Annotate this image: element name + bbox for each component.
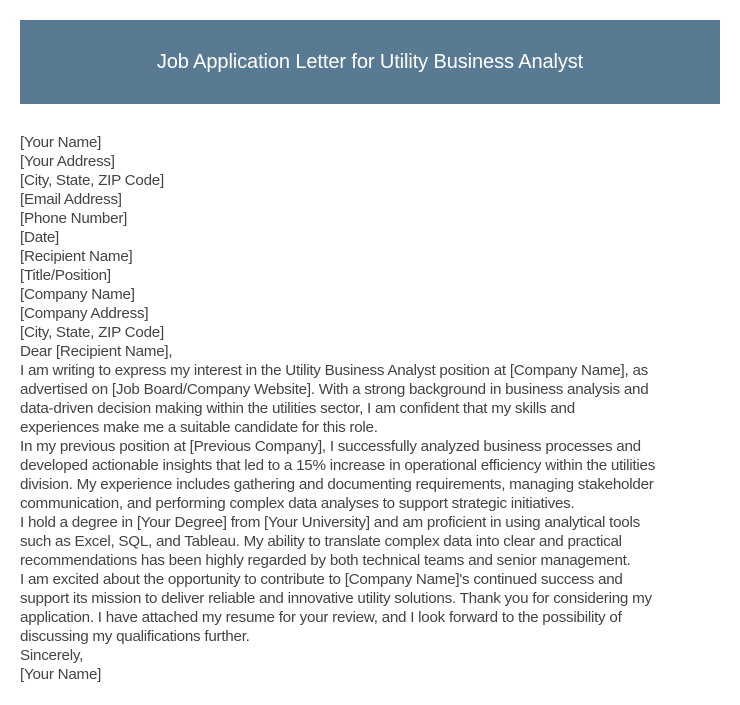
title-banner (20, 20, 720, 104)
paragraph-line: I am writing to express my interest in the Utility Business Analyst position at [Company Name], as (20, 362, 648, 379)
paragraph-line: data-driven decision making within the utilities sector, I am confident that my skills and (20, 400, 575, 417)
paragraph-line: developed actionable insights that led to a 15% increase in operational efficiency within the utilities (20, 457, 656, 474)
paragraph-line: division. My experience includes gathering and documenting requirements, managing stakeholder (20, 476, 654, 493)
paragraph-line: discussing my qualifications further. (20, 628, 250, 645)
letter-date: [Date] (20, 229, 60, 246)
sender-phone: [Phone Number] (20, 210, 128, 227)
page-title: Job Application Letter for Utility Business Analyst (156, 50, 584, 73)
paragraph-line: I hold a degree in [Your Degree] from [Your University] and am proficient in using analytical tools (20, 514, 640, 531)
sender-block (20, 133, 725, 228)
paragraph-line: advertised on [Job Board/Company Website]. With a strong background in business analysis and (20, 381, 649, 398)
recipient-company: [Company Name] (20, 286, 135, 303)
recipient-title: [Title/Position] (20, 267, 111, 284)
paragraph-education (20, 513, 725, 570)
sender-address: [Your Address] (20, 153, 115, 170)
recipient-block (20, 247, 725, 342)
signature: [Your Name] (20, 666, 102, 683)
sender-name: [Your Name] (20, 134, 102, 151)
paragraph-closing (20, 570, 725, 646)
sender-email: [Email Address] (20, 191, 122, 208)
closing: Sincerely, (20, 647, 84, 664)
paragraph-line: communication, and performing complex data analyses to support strategic initiatives. (20, 495, 575, 512)
recipient-name: [Recipient Name] (20, 248, 133, 265)
paragraph-line: In my previous position at [Previous Company], I successfully analyzed business processes and (20, 438, 641, 455)
letter-body (20, 133, 725, 684)
paragraph-line: experiences make me a suitable candidate for this role. (20, 419, 378, 436)
recipient-company-address: [Company Address] (20, 305, 149, 322)
paragraph-line: application. I have attached my resume for your review, and I look forward to the possibility of (20, 609, 622, 626)
recipient-city-state-zip: [City, State, ZIP Code] (20, 324, 164, 341)
sender-city-state-zip: [City, State, ZIP Code] (20, 172, 164, 189)
salutation: Dear [Recipient Name], (20, 343, 173, 360)
paragraph-intro (20, 361, 725, 437)
paragraph-line: recommendations has been highly regarded by both technical teams and senior management. (20, 552, 631, 569)
paragraph-line: such as Excel, SQL, and Tableau. My ability to translate complex data into clear and practical (20, 533, 622, 550)
paragraph-line: I am excited about the opportunity to contribute to [Company Name]'s continued success and (20, 571, 623, 588)
paragraph-line: support its mission to deliver reliable and innovative utility solutions. Thank you for considering my (20, 590, 652, 607)
paragraph-experience (20, 437, 725, 513)
